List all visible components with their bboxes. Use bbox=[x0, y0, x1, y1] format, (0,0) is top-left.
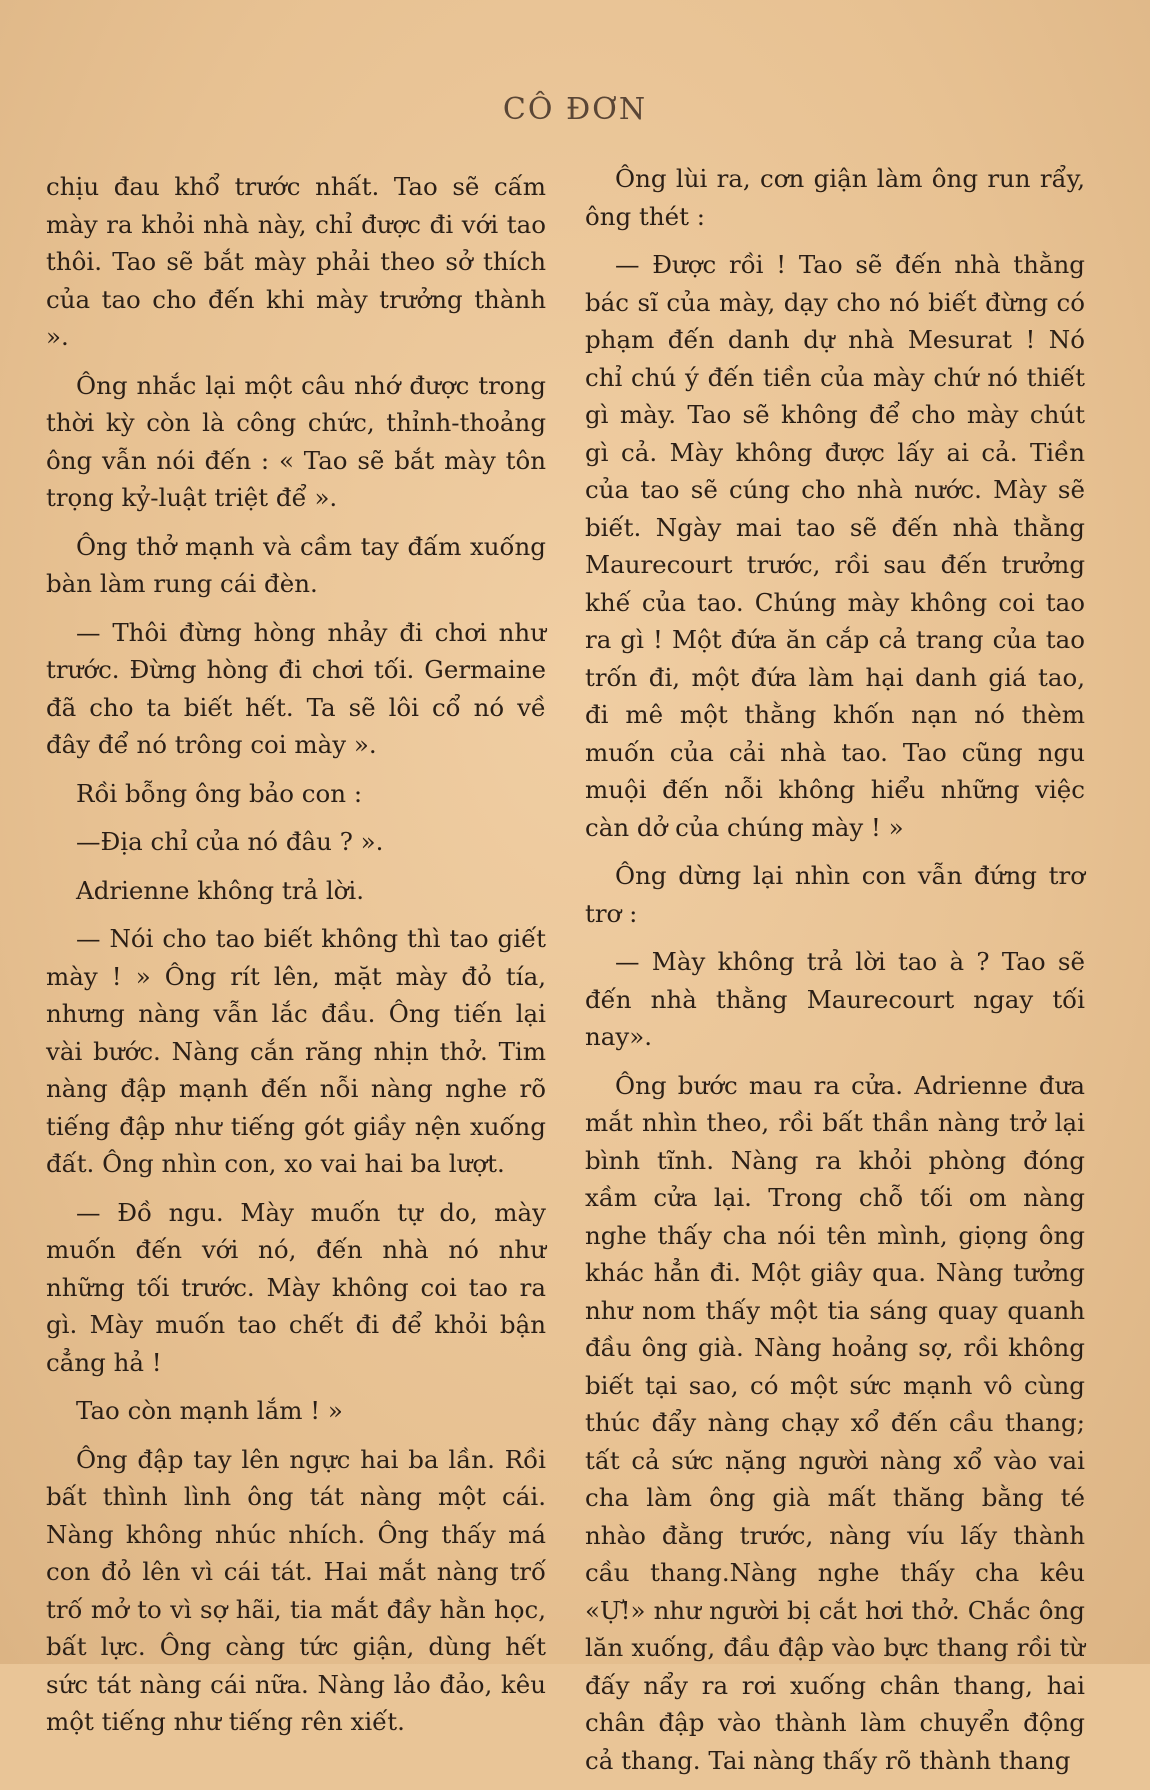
paragraph: — Thôi đừng hòng nhảy đi chơi như trước. Đừng hòng đi chơi tối. Germaine đã cho ta biết hết. Ta sẽ lôi cổ nó về đây để nó trông coi mày ». bbox=[46, 617, 546, 759]
paragraph: —Địa chỉ của nó đâu ? ». bbox=[76, 827, 384, 856]
paragraph: — Được rồi ! Tao sẽ đến nhà thằng bác sĩ của mày, dạy cho nó biết đừng có phạm đến danh dự nhà Mesurat ! Nó chỉ chú ý đến tiền của mày chứ nó thiết gì mày. Tao sẽ không để cho mày chút gì cả. Mày không được lấy ai cả. Tiền của tao sẽ cúng cho nhà nước. Mày sẽ biết. Ngày mai tao sẽ đến nhà thằng Maurecourt trước, rồi sau đến trưởng khế của tao. Chúng mày không coi tao ra gì ! Một đứa ăn cắp cả trang của tao trốn đi, một đứa làm hại danh giá tao, đi mê một thằng khốn nạn nó thèm muốn của cải nhà tao. Tao cũng ngu muội đến nỗi không hiểu những việc càn dở của chúng mày ! » bbox=[585, 250, 1085, 842]
paragraph: Ông đập tay lên ngực hai ba lần. Rồi bất thình lình ông tát nàng một cái. Nàng không nhúc nhích. Ông thấy má con đỏ lên vì cái tát. Hai mắt nàng trố trố mở to vì sợ hãi, tia mắt đầy hằn học, bất lực. Ông càng tức giận, dùng hết sức tát nàng cái nữa. Nàng lảo đảo, kêu một tiếng như tiếng rên xiết. bbox=[46, 1444, 546, 1736]
right-text-column bbox=[585, 160, 1085, 1790]
paragraph: chịu đau khổ trước nhất. Tao sẽ cấm mày ra khỏi nhà này, chỉ được đi với tao thôi. Tao sẽ bắt mày phải theo sở thích của tao cho đến khi mày trưởng thành ». bbox=[46, 172, 546, 351]
paragraph: Tao còn mạnh lắm ! » bbox=[76, 1396, 343, 1425]
paragraph: Ông lùi ra, cơn giận làm ông run rẩy, ông thét : bbox=[585, 164, 1085, 231]
paragraph: Ông bước mau ra cửa. Adrienne đưa mắt nhìn theo, rồi bất thần nàng trở lại bình tĩnh. Nàng ra khỏi phòng đóng xầm cửa lại. Trong chỗ tối om nàng nghe thấy cha nói tên mình, giọng ông khác hẳn đi. Một giây qua. Nàng tưởng như nom thấy một tia sáng quay quanh đầu ông già. Nàng hoảng sợ, rồi không biết tại sao, có một sức mạnh vô cùng thúc đẩy nàng chạy xổ đến cầu thang; tất cả sức nặng người nàng xổ vào vai cha làm ông già mất thăng bằng té nhào đằng trước, nàng víu lấy thành cầu thang.Nàng nghe thấy cha kêu «Ự!» như người bị cắt hơi thở. Chắc ông lăn xuống, đầu đập vào bực thang rồi từ đấy nẩy ra rơi xuống chân thang, hai chân đập vào thành làm chuyển động cả thang. Tai nàng thấy rõ thành thang bbox=[585, 1070, 1085, 1775]
paragraph: — Đồ ngu. Mày muốn tự do, mày muốn đến với nó, đến nhà nó như những tối trước. Mày không coi tao ra gì. Mày muốn tao chết đi để khỏi bận cẳng hả ! bbox=[46, 1197, 546, 1377]
paragraph: Rồi bỗng ông bảo con : bbox=[76, 778, 363, 808]
paragraph: Ông thở mạnh và cầm tay đấm xuống bàn làm rung cái đèn. bbox=[46, 531, 546, 598]
running-header: CÔ ĐƠN bbox=[502, 92, 648, 127]
left-text-column bbox=[46, 168, 546, 1752]
paragraph: — Mày không trả lời tao à ? Tao sẽ đến nhà thằng Maurecourt ngay tối nay». bbox=[585, 947, 1085, 1051]
paragraph: — Nói cho tao biết không thì tao giết mày ! » Ông rít lên, mặt mày đỏ tía, nhưng nàng vẫn lắc đầu. Ông tiến lại vài bước. Nàng cắn răng nhịn thở. Tim nàng đập mạnh đến nỗi nàng nghe rõ tiếng đập như tiếng gót giầy nện xuống đất. Ông nhìn con, xo vai hai ba lượt. bbox=[46, 924, 546, 1178]
paragraph: Adrienne không trả lời. bbox=[76, 875, 365, 905]
paragraph: Ông nhắc lại một câu nhớ được trong thời kỳ còn là công chức, thỉnh-thoảng ông vẫn nói đến : « Tao sẽ bắt mày tôn trọng kỷ-luật triệt để ». bbox=[46, 370, 546, 512]
paragraph: Ông dừng lại nhìn con vẫn đứng trơ trơ : bbox=[585, 861, 1085, 928]
